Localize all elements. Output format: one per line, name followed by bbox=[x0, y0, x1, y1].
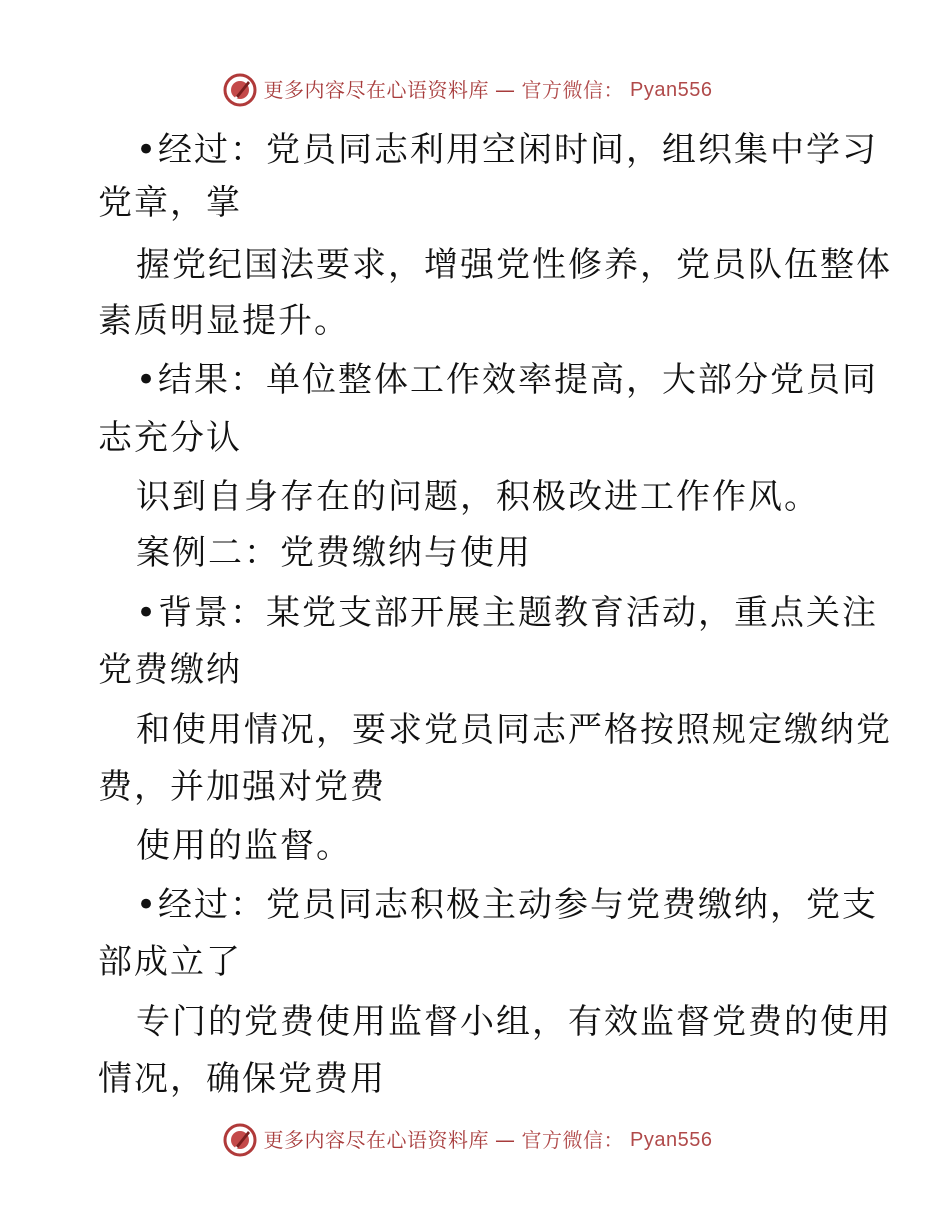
body-line-2: 党章，掌 bbox=[98, 183, 242, 223]
header-site-name: 更多内容尽在心语资料库 bbox=[263, 78, 490, 102]
pen-nib-logo-icon bbox=[222, 1122, 258, 1158]
footer-banner bbox=[0, 1120, 950, 1160]
body-line-14: •经过：党员同志积极主动参与党费缴纳，党支 bbox=[136, 885, 879, 925]
header-banner bbox=[0, 70, 950, 110]
header-dash: — bbox=[495, 78, 516, 102]
body-line-15: 部成立了 bbox=[98, 942, 242, 982]
body-line-13: 使用的监督。 bbox=[136, 826, 352, 866]
body-line-6: 志充分认 bbox=[98, 418, 242, 458]
footer-wechat-id: Pyan556 bbox=[630, 1129, 713, 1151]
body-line-9: •背景：某党支部开展主题教育活动，重点关注 bbox=[136, 593, 879, 633]
body-line-11: 和使用情况，要求党员同志严格按照规定缴纳党 bbox=[136, 710, 892, 750]
footer-banner-inner bbox=[222, 1122, 713, 1158]
header-wechat-label: 官方微信： bbox=[521, 78, 625, 102]
body-line-3: 握党纪国法要求，增强党性修养，党员队伍整体 bbox=[136, 245, 892, 285]
footer-dash: — bbox=[495, 1128, 516, 1152]
footer-site-name: 更多内容尽在心语资料库 bbox=[263, 1128, 490, 1152]
body-line-4: 素质明显提升。 bbox=[98, 301, 350, 341]
pen-nib-logo-icon bbox=[222, 72, 258, 108]
header-wechat-id: Pyan556 bbox=[630, 79, 713, 101]
header-banner-inner bbox=[222, 72, 713, 108]
footer-wechat-label: 官方微信： bbox=[521, 1128, 625, 1152]
body-line-17: 情况，确保党费用 bbox=[98, 1059, 386, 1099]
body-line-10: 党费缴纳 bbox=[98, 650, 242, 690]
body-line-7: 识到自身存在的问题，积极改进工作作风。 bbox=[136, 477, 820, 517]
body-line-8: 案例二：党费缴纳与使用 bbox=[136, 533, 532, 573]
body-line-1: •经过：党员同志利用空闲时间，组织集中学习 bbox=[136, 130, 879, 170]
body-line-5: •结果：单位整体工作效率提高，大部分党员同 bbox=[136, 360, 879, 400]
body-line-16: 专门的党费使用监督小组，有效监督党费的使用 bbox=[136, 1002, 892, 1042]
body-line-12: 费，并加强对党费 bbox=[98, 767, 386, 807]
